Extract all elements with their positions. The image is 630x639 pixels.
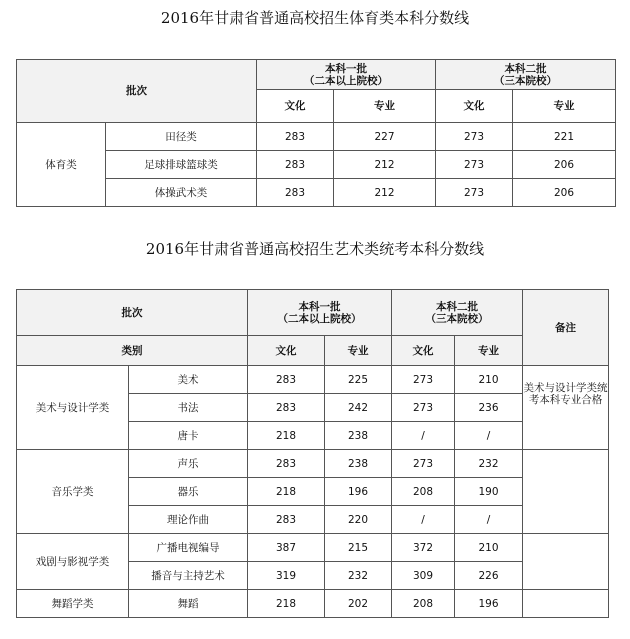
remark-cell bbox=[523, 534, 609, 590]
table-row bbox=[17, 179, 616, 207]
table-row bbox=[17, 450, 609, 478]
arts-score-table bbox=[16, 289, 609, 618]
batch2-name: 本科二批 bbox=[504, 62, 547, 75]
score-cell: 232 bbox=[455, 450, 523, 478]
batch1-header bbox=[248, 290, 392, 336]
arts-table-title: 2016年甘肃省普通高校招生艺术类统考本科分数线 bbox=[145, 240, 485, 258]
score-cell: 273 bbox=[392, 394, 455, 422]
batch2-name: 本科二批 bbox=[436, 300, 478, 313]
table-row bbox=[17, 123, 616, 151]
row-label: 足球排球篮球类 bbox=[106, 151, 257, 179]
score-cell: 387 bbox=[248, 534, 325, 562]
score-cell: 309 bbox=[392, 562, 455, 590]
batch1-header bbox=[257, 60, 436, 90]
table-row bbox=[17, 534, 609, 562]
score-cell: 212 bbox=[334, 151, 436, 179]
score-cell: 220 bbox=[325, 506, 392, 534]
b1-culture-header: 文化 bbox=[257, 90, 334, 123]
score-cell: 283 bbox=[248, 506, 325, 534]
batch1-name: 本科一批 bbox=[325, 62, 367, 75]
batch2-header bbox=[436, 60, 616, 90]
score-cell: / bbox=[392, 506, 455, 534]
score-cell: 273 bbox=[436, 179, 513, 207]
score-cell: / bbox=[455, 506, 523, 534]
score-cell: 206 bbox=[513, 179, 616, 207]
score-cell: 215 bbox=[325, 534, 392, 562]
group-cell: 舞蹈学类 bbox=[17, 590, 129, 618]
group-cell: 音乐学类 bbox=[17, 450, 129, 534]
score-cell: 196 bbox=[455, 590, 523, 618]
score-cell: 212 bbox=[334, 179, 436, 207]
score-cell: 319 bbox=[248, 562, 325, 590]
row-label: 器乐 bbox=[129, 478, 248, 506]
remark-cell bbox=[523, 450, 609, 534]
batch1-name: 本科一批 bbox=[298, 300, 341, 313]
score-cell: 225 bbox=[325, 366, 392, 394]
b2-major-header: 专业 bbox=[513, 90, 616, 123]
score-cell: 236 bbox=[455, 394, 523, 422]
batch2-sub: （三本院校） bbox=[425, 312, 489, 325]
score-cell: 196 bbox=[325, 478, 392, 506]
b1-major-header: 专业 bbox=[325, 336, 392, 366]
score-cell: 238 bbox=[325, 422, 392, 450]
remark-cell: 美术与设计学类统考本科专业合格 bbox=[523, 366, 609, 450]
score-cell: 283 bbox=[248, 450, 325, 478]
batch-header: 批次 bbox=[17, 290, 248, 336]
row-label: 唐卡 bbox=[129, 422, 248, 450]
row-label: 声乐 bbox=[129, 450, 248, 478]
score-cell: / bbox=[455, 422, 523, 450]
batch1-sub: （二本以上院校） bbox=[277, 312, 362, 325]
table-row bbox=[17, 151, 616, 179]
score-cell: 202 bbox=[325, 590, 392, 618]
group-cell: 美术与设计学类 bbox=[17, 366, 129, 450]
score-cell: 218 bbox=[248, 590, 325, 618]
b2-major-header: 专业 bbox=[455, 336, 523, 366]
sports-table-title: 2016年甘肃省普通高校招生体育类本科分数线 bbox=[160, 9, 470, 27]
b2-culture-header: 文化 bbox=[436, 90, 513, 123]
score-cell: 218 bbox=[248, 422, 325, 450]
score-cell: 273 bbox=[436, 151, 513, 179]
b1-major-header: 专业 bbox=[334, 90, 436, 123]
row-label: 播音与主持艺术 bbox=[129, 562, 248, 590]
score-cell: 208 bbox=[392, 478, 455, 506]
score-cell: 210 bbox=[455, 534, 523, 562]
score-cell: 283 bbox=[257, 179, 334, 207]
batch-header: 批次 bbox=[17, 60, 257, 123]
category-header: 类别 bbox=[17, 336, 248, 366]
table-row bbox=[17, 366, 609, 394]
row-label: 广播电视编导 bbox=[129, 534, 248, 562]
score-cell: 206 bbox=[513, 151, 616, 179]
batch2-sub: （三本院校） bbox=[494, 74, 557, 87]
sports-score-table bbox=[16, 59, 616, 207]
score-cell: 227 bbox=[334, 123, 436, 151]
score-cell: 238 bbox=[325, 450, 392, 478]
score-cell: / bbox=[392, 422, 455, 450]
b1-culture-header: 文化 bbox=[248, 336, 325, 366]
score-cell: 372 bbox=[392, 534, 455, 562]
score-cell: 283 bbox=[257, 123, 334, 151]
row-label: 书法 bbox=[129, 394, 248, 422]
remark-header: 备注 bbox=[523, 290, 609, 366]
score-cell: 283 bbox=[248, 366, 325, 394]
score-cell: 210 bbox=[455, 366, 523, 394]
row-label: 田径类 bbox=[106, 123, 257, 151]
score-cell: 221 bbox=[513, 123, 616, 151]
row-label: 体操武术类 bbox=[106, 179, 257, 207]
score-cell: 283 bbox=[248, 394, 325, 422]
b2-culture-header: 文化 bbox=[392, 336, 455, 366]
group-cell: 戏剧与影视学类 bbox=[17, 534, 129, 590]
batch1-sub: （二本以上院校） bbox=[304, 74, 388, 87]
score-cell: 190 bbox=[455, 478, 523, 506]
score-cell: 273 bbox=[392, 450, 455, 478]
score-cell: 273 bbox=[392, 366, 455, 394]
table-row bbox=[17, 590, 609, 618]
score-cell: 232 bbox=[325, 562, 392, 590]
row-label: 舞蹈 bbox=[129, 590, 248, 618]
score-cell: 283 bbox=[257, 151, 334, 179]
score-cell: 242 bbox=[325, 394, 392, 422]
row-label: 理论作曲 bbox=[129, 506, 248, 534]
batch2-header bbox=[392, 290, 523, 336]
category-cell: 体育类 bbox=[17, 123, 106, 207]
score-cell: 218 bbox=[248, 478, 325, 506]
remark-cell bbox=[523, 590, 609, 618]
row-label: 美术 bbox=[129, 366, 248, 394]
score-cell: 273 bbox=[436, 123, 513, 151]
score-cell: 226 bbox=[455, 562, 523, 590]
score-cell: 208 bbox=[392, 590, 455, 618]
